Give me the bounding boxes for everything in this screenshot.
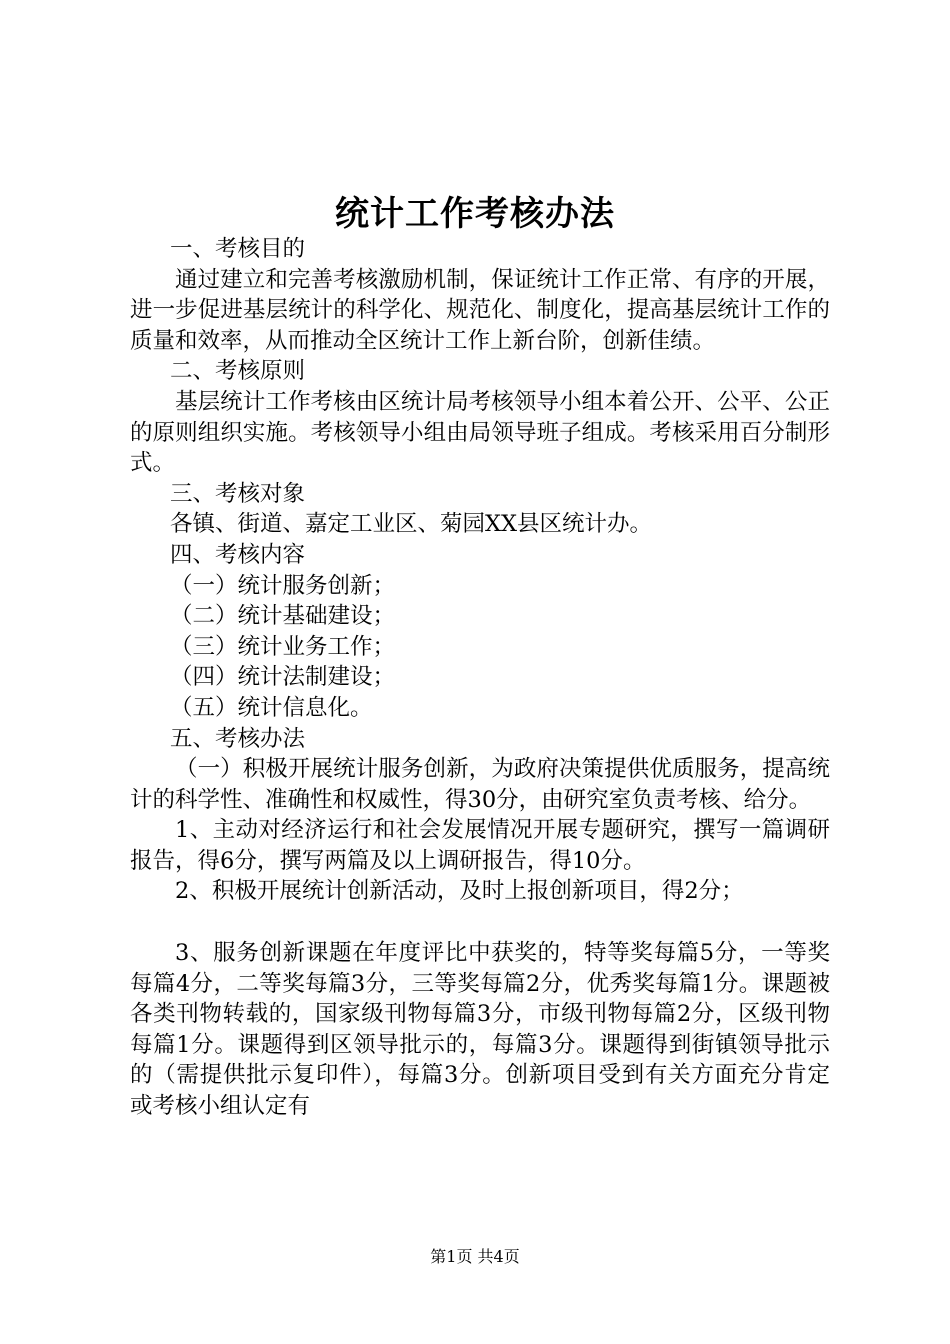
page-footer: 第1页 共4页 bbox=[430, 1247, 520, 1266]
paragraph-target: 各镇、街道、嘉定工业区、菊园XX县区统计办。 bbox=[170, 511, 653, 538]
content-item-2: （二）统计基础建设； bbox=[170, 603, 396, 630]
content-item-3: （三）统计业务工作； bbox=[170, 633, 396, 660]
document-body bbox=[130, 234, 830, 1122]
section-heading-method: 五、考核办法 bbox=[170, 725, 306, 752]
section-heading-purpose: 一、考核目的 bbox=[170, 236, 306, 262]
content-item-5: （五）统计信息化。 bbox=[170, 694, 373, 721]
blank-line bbox=[130, 907, 830, 938]
paragraph-purpose: 通过建立和完善考核激励机制，保证统计工作正常、有序的开展，进一步促进基层统计的科学化、规范化、制度化，提高基层统计工作的质量和效率，从而推动全区统计工作上新台阶，创新佳绩。 bbox=[130, 266, 830, 354]
paragraph-method-1-3: 3、服务创新课题在年度评比中获奖的，特等奖每篇5分，一等奖每篇4分，二等奖每篇3分，三等奖每篇2分，优秀奖每篇1分。课题被各类刊物转载的，国家级刊物每篇3分，市级刊物每篇2分，区级刊物每篇1分。课题得到区领导批示的，每篇3分。课题得到街镇领导批示的（需提供批示复印件），每篇3分。创新项目受到有关方面充分肯定或考核小组认定有 bbox=[130, 940, 830, 1120]
paragraph-method-1: （一）积极开展统计服务创新，为政府决策提供优质服务，提高统计的科学性、准确性和权威性，得30分，由研究室负责考核、给分。 bbox=[130, 756, 830, 813]
document-title: 统计工作考核办法 bbox=[335, 194, 615, 234]
paragraph-principle: 基层统计工作考核由区统计局考核领导小组本着公开、公平、公正的原则组织实施。考核领导小组由局领导班子组成。考核采用百分制形式。 bbox=[130, 388, 830, 477]
content-item-4: （四）统计法制建设； bbox=[170, 664, 396, 691]
paragraph-method-1-2: 2、积极开展统计创新活动，及时上报创新项目，得2分； bbox=[175, 878, 744, 905]
section-heading-target: 三、考核对象 bbox=[170, 480, 306, 507]
section-heading-content: 四、考核内容 bbox=[170, 541, 306, 568]
paragraph-method-1-1: 1、主动对经济运行和社会发展情况开展专题研究，撰写一篇调研报告，得6分，撰写两篇及以上调研报告，得10分。 bbox=[130, 817, 830, 874]
content-item-1: （一）统计服务创新； bbox=[170, 572, 396, 599]
section-heading-principle: 二、考核原则 bbox=[170, 358, 306, 385]
